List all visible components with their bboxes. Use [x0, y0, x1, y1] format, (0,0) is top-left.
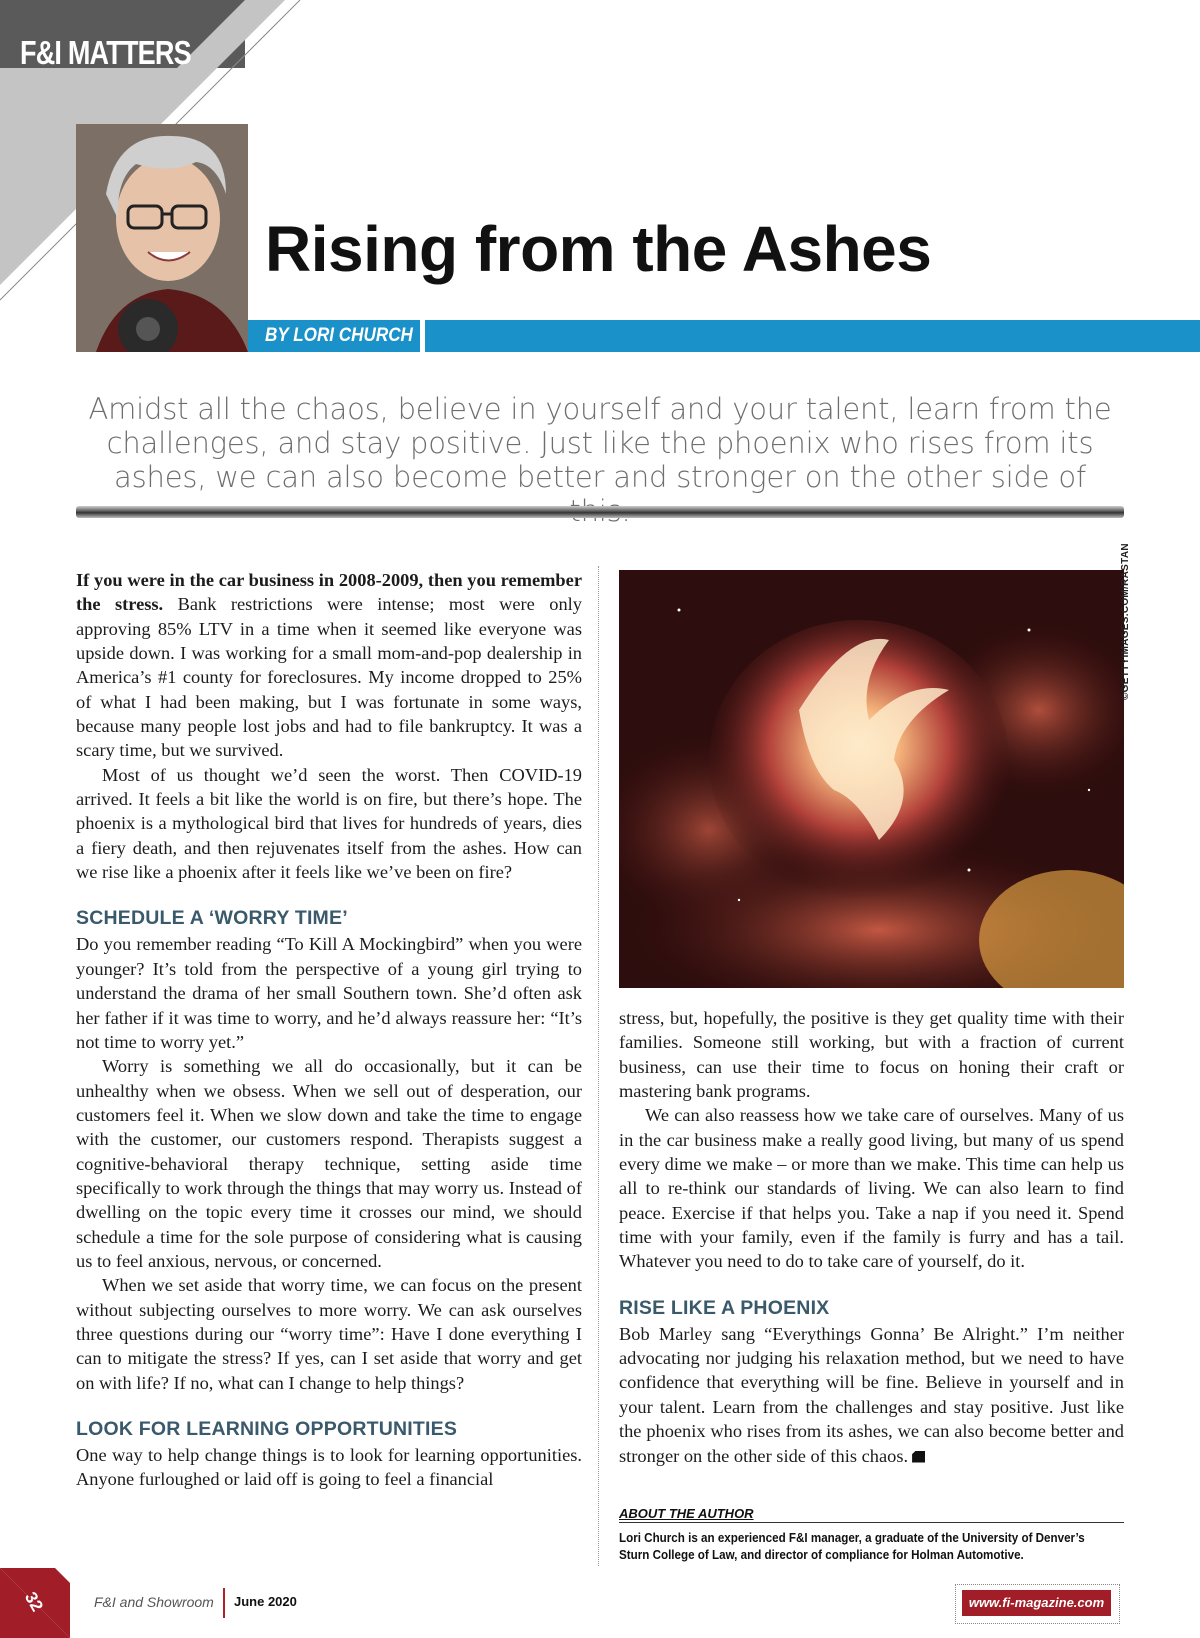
title-rule-bar: [425, 320, 1200, 352]
body-paragraph: One way to help change things is to look for learning opportunities. Anyone furloughed or laid off is going to feel a financial: [76, 1445, 582, 1490]
deck-text: Amidst all the chaos, believe in yourself and your talent, learn from the challenges, and stay positive. Just like the phoenix who rises from its ashes, we can also become better and stronger on the other side of: [88, 392, 1112, 494]
deck-rule: [76, 506, 1124, 518]
footer-date: June 2020: [234, 1594, 297, 1609]
body-paragraph: Most of us thought we’d seen the worst. Then COVID-19 arrived. It feels a bit like the world is on fire, but there’s hope. The phoenix is a mythological bird that lives for hundreds of years, dies a fiery death, and then rejuvenates itself from the ashes. How can we rise like a phoenix after it feels like we’ve been on fire?: [76, 764, 582, 883]
website-link[interactable]: www.fi-magazine.com: [962, 1590, 1111, 1616]
about-author-heading: ABOUT THE AUTHOR: [619, 1506, 1124, 1523]
image-credit: ©GETTYIMAGES.COM/RASTAN: [1120, 543, 1131, 700]
subhead-learning: LOOK FOR LEARNING OPPORTUNITIES: [76, 1418, 458, 1440]
closing-text: Bob Marley sang “Everythings Gonna’ Be Alright.” I’m neither advocating nor judging his relaxation method, but we need to have confidence that everything will be fine. Believe in yourself and in your talent. Learn from the challenges and stay positive. Just like the phoenix who rises from its ashes, we can also become better and stronger on the other side of this chaos.: [619, 1323, 1124, 1466]
intro-lead: If you were in the car business in 2008-2009, then you remember the stress.: [76, 570, 582, 615]
intro-paragraph: [76, 568, 582, 763]
author-photo: [76, 124, 248, 352]
footer-publication: F&I and Showroom: [94, 1594, 214, 1610]
body-paragraph: We can also reassess how we take care of ourselves. Many of us in the car business make a really good living, but many of us spend every dime we make – or more than we make. This time can help us all to re-think our standards of living. We can also learn to find peace. Exercise if that helps you. Take a nap if you need it. Spend time with your family, even if the family is furry and has a tail. Whatever you need to do to take care of yourself, do it.: [619, 1105, 1124, 1272]
subhead-worry-time: SCHEDULE A ‘WORRY TIME’: [76, 907, 348, 930]
subhead-phoenix: RISE LIKE A PHOENIX: [619, 1296, 830, 1319]
body-paragraph: When we set aside that worry time, we can focus on the present without subjecting ourselves to more worry. We can ask ourselves three questions during our “worry time”: Have I done everything I can to mitigate the stress? If yes, can I set aside that worry and get on with life? If no, what can I change to help things?: [76, 1275, 582, 1393]
column-divider: [598, 566, 599, 1566]
body-paragraph: Worry is something we all do occasionally, but it can be unhealthy when we obsess. When we sell out of desperation, our customers feel it. When we slow down and take the time to engage with the customer, our customers respond. Therapists suggest a cognitive-behavioral therapy technique, setting aside time specifically to work through the things that may worry us. Instead of dwelling on the topic every time it crosses our mind, we should schedule a time for the sole purpose of considering what is causing us to feel anxious, nervous, or concerned.: [76, 1056, 582, 1271]
section-tag: F&I MATTERS: [20, 34, 191, 71]
left-column: [76, 568, 582, 1492]
body-paragraph: Do you remember reading “To Kill A Mockingbird” when you were younger? It’s told from the perspective of a young girl trying to understand the drama of her small Southern town. She’d often ask her father if it was time to worry, and he’d always reassure her: “It’s not time to worry yet.”: [76, 934, 582, 1052]
about-author-text: Lori Church is an experienced F&I manager, a graduate of the University of Denver’s Sturn College of Law, and director of compliance for Holman Automotive.: [619, 1531, 1085, 1562]
body-paragraph: stress, but, hopefully, the positive is they get quality time with their families. Someone still working, but with a fraction of current business, can use their time to focus on honing their craft or mastering bank programs.: [619, 1008, 1124, 1102]
byline: BY LORI CHURCH: [265, 325, 413, 346]
footer-separator: [223, 1588, 225, 1618]
end-mark-icon: [912, 1451, 925, 1463]
intro-rest: Bank restrictions were intense; most were only approving 85% LTV in a time when it seemed like everyone was upside down. I was working for a small mom-and-pop dealership in America’s #1 county for foreclosures. My income dropped to 25% of what I had been making, but I was fortunate in some ways, because many people lost jobs and had to file bankruptcy. It was a scary time, but we survived.: [76, 594, 582, 761]
right-column: [619, 1006, 1124, 1468]
article-title: Rising from the Ashes: [265, 213, 932, 285]
body-paragraph: [619, 1322, 1124, 1468]
phoenix-image: [619, 570, 1124, 988]
page-number: 32: [20, 1588, 47, 1615]
